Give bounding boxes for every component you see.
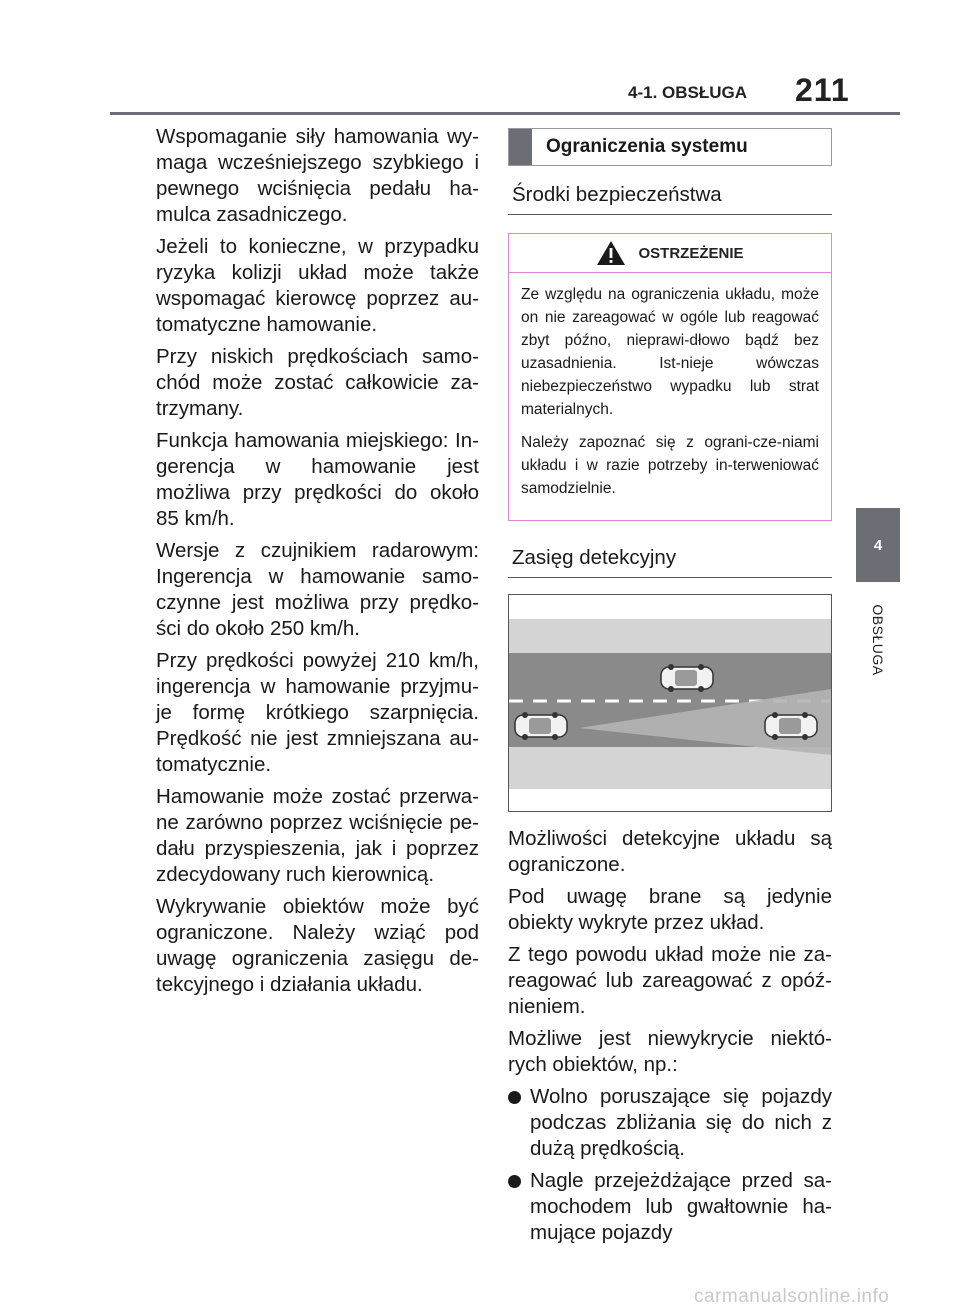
bullet-list (508, 1084, 832, 1246)
car-ahead (765, 712, 817, 740)
chapter-label (866, 590, 890, 690)
road-diagram (509, 595, 831, 811)
bullet-icon (508, 1091, 521, 1104)
list-item-text: Wolno poruszające się pojazdy podczas zbliżania się do nich z dużą prędkością. (530, 1085, 832, 1160)
paragraph: Jeżeli to konieczne, w przypadku ryzyka kolizji układ może także wspomagać kierowcę poprzez au-tomatyczne hamowanie. (156, 235, 479, 336)
warning-triangle-icon (596, 240, 626, 266)
section-label: 4-1. OBSŁUGA (628, 83, 748, 102)
subheading-safety: Środki bezpieczeństwa (508, 182, 832, 215)
paragraph: Wspomaganie siły hamowania wy-maga wcześniejszego szybkiego i pewnego wciśnięcia pedału ha-mulca zasadniczego. (156, 125, 479, 226)
car-front-left (661, 664, 713, 692)
bullet-icon (508, 1175, 521, 1188)
paragraph: Pod uwagę brane są jedynie obiekty wykryte przez układ. (508, 885, 832, 934)
paragraph: Wersje z czujnikiem radarowym: Ingerencja w hamowanie samo-czynne jest możliwa przy prędko-ści do około 250 km/h. (156, 539, 479, 640)
paragraph: Przy prędkości powyżej 210 km/h, ingerencja w hamowanie przyjmu-je formę krótkiego szarpnięcia. Prędkość nie jest zmniejszana au-tomatycznie. (156, 649, 479, 776)
paragraph: Wykrywanie obiektów może być ograniczone. Należy wziąć pod uwagę ograniczenia zasięgu de-tekcyjnego i działania układu. (156, 895, 479, 996)
chapter-label-text: OBSŁUGA (870, 604, 886, 676)
detection-range-illustration (508, 594, 832, 812)
paragraph: Z tego powodu układ może nie za-reagować lub zareagować z opóź-nieniem. (508, 943, 832, 1018)
car-own (515, 712, 567, 740)
section-heading-marker (509, 129, 532, 165)
warning-header (509, 234, 831, 273)
left-column (156, 124, 479, 1004)
list-item (508, 1168, 832, 1246)
subheading-range: Zasięg detekcyjny (508, 545, 832, 578)
section-title: Ograniczenia systemu (546, 136, 748, 157)
header-divider (110, 112, 900, 115)
warning-text: Ze względu na ograniczenia układu, może on nie zareagować w ogóle lub reagować zbyt późno, nieprawi-dłowo bądź bez uzasadnienia. Ist-nieje wówczas niebezpieczeństwo wypadku lub strat materialnych. (521, 286, 819, 418)
paragraph: Funkcja hamowania miejskiego: In-gerencja w hamowanie jest możliwa przy prędkości do około 85 km/h. (156, 429, 479, 530)
paragraph: Możliwe jest niewykrycie niektó-rych obiektów, np.: (508, 1027, 832, 1076)
warning-text: Należy zapoznać się z ograni-cze-niami układu i w razie potrzeby in-terweniować samodzielnie. (521, 434, 819, 497)
list-item (508, 1084, 832, 1162)
list-item-text: Nagle przejeżdżające przed sa-mochodem lub gwałtownie ha-mujące pojazdy (530, 1169, 832, 1244)
right-column (508, 128, 832, 1252)
paragraph: Możliwości detekcyjne układu są ograniczone. (508, 827, 832, 876)
paragraph: Hamowanie może zostać przerwa-ne zarówno poprzez wciśnięcie pe-dału przyspieszenia, jak i poprzez zdecydowany ruch kierownicą. (156, 785, 479, 886)
warning-box (508, 233, 832, 521)
section-heading (508, 128, 832, 166)
warning-title: OSTRZEŻENIE (638, 244, 744, 262)
chapter-tab: 4 (856, 508, 900, 582)
page-number: 211 (795, 72, 850, 108)
paragraph: Przy niskich prędkościach samo-chód może zostać całkowicie za-trzymany. (156, 345, 479, 420)
watermark: carmanualsonline.info (694, 1286, 890, 1307)
